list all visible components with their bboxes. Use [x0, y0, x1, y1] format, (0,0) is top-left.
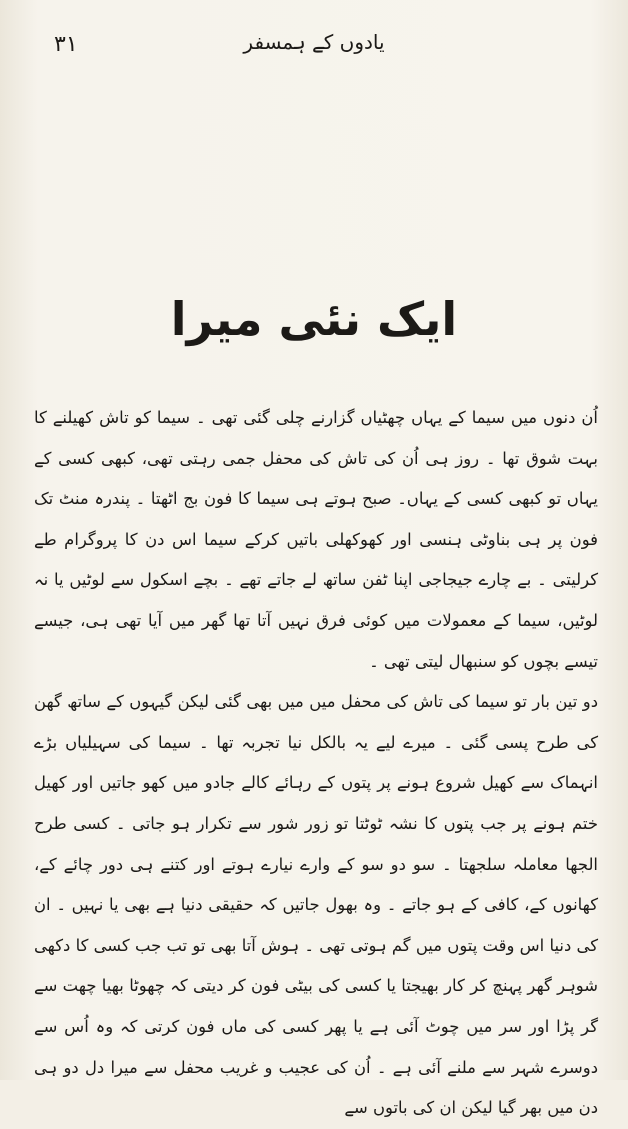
paragraph: اُن دنوں میں سیما کے یہاں چھٹیاں گزارنے چلی گئی تھی ۔ سیما کو تاش کھیلنے کا بہت شوق تھا ۔ روز ہی اُن کی تاش کی محفل جمی رہتی تھی، کبھی کسی کے یہاں تو کبھی کسی کے یہاں۔ صبح ہوتے ہی سیما کا فون بج اٹھتا ۔ پندرہ منٹ تک فون پر ہی بناوٹی ہنسی اور کھوکھلی باتیں کرکے سیما اس دن کا پروگرام طے کرلیتی ۔ بے چارے جیجاجی اپنا ٹفن ساتھ لے جاتے تھے ۔ بچے اسکول سے لوٹیں یا نہ لوٹیں، سیما کے معمولات میں کوئی فرق نہیں آتا تھا گھر میں آیا تھی ہی، جیسے تیسے بچوں کو سنبھال لیتی تھی ۔ — [34, 408, 598, 671]
chapter-title: ایک نئی میرا — [170, 292, 458, 346]
paragraph: دو تین بار تو سیما کی تاش کی محفل میں میں بھی گئی لیکن گیہوں کے ساتھ گھن کی طرح پسی گئی ۔ میرے لیے یہ بالکل نیا تجربہ تھا ۔ سیما کی سہیلیاں بڑے انہماک سے کھیل شروع ہونے پر پتوں کے رہائے کالے جادو میں کھو جاتیں اور کھیل ختم ہونے پر جب پتوں کا نشہ ٹوٹتا تو زور شور سے تکرار ہو جاتی ۔ کسی طرح الجھا معاملہ سلجھتا ۔ سو دو سو کے وارے نیارے ہوتے اور کتنے ہی دور چائے کے، کھانوں کے، کافی کے ہو جاتے ۔ وہ بھول جاتیں کہ حقیقی دنیا ہے بھی یا نہیں ۔ ان کی دنیا اس وقت پتوں میں گم ہوتی تھی ۔ ہوش آتا بھی تو تب جب کسی کا دکھی شوہر گھر پہنچ کر کار بھیجتا یا کسی کی بیٹی فون کر دیتی کہ چھوٹا بھیا چھت سے گر پڑا اور سر میں چوٹ آئی ہے یا پھر کسی کی ماں فون کرتی کہ وہ اُس سے دوسرے شہر سے ملنے آئی ہے ۔ اُن کی عجیب و غریب محفل سے میرا دل دو ہی دن میں بھر گیا لیکن ان کی باتوں سے — [34, 692, 598, 1118]
running-head-title: یادوں کے ہمسفر — [243, 30, 385, 54]
page-number: ۳۱ — [54, 32, 78, 57]
body-text — [34, 398, 598, 1129]
page-header — [40, 30, 588, 70]
